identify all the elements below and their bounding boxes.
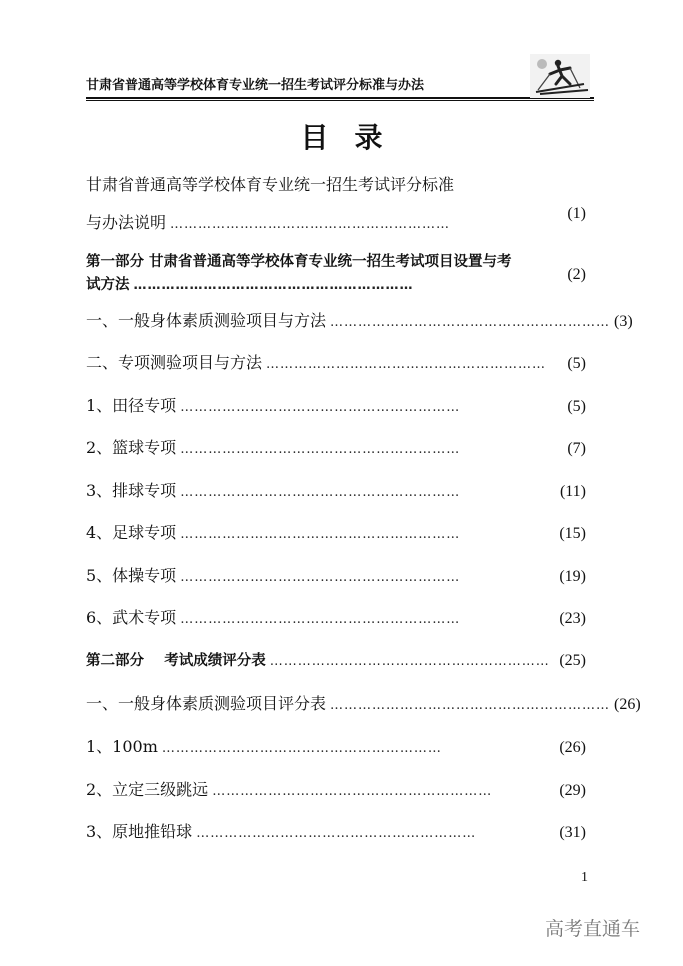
toc-entry <box>86 520 586 546</box>
toc-entry-label: 3、排球专项 <box>86 481 177 500</box>
page-number: 1 <box>581 870 588 885</box>
toc-leader-dots: …………………………………………………… <box>180 527 461 542</box>
toc-entry-label: 1、田径专项 <box>86 396 177 415</box>
toc-page-number: (25) <box>559 652 586 669</box>
toc-entry <box>86 734 586 760</box>
toc-leader-dots: …………………………………………………… <box>133 278 414 293</box>
toc-page-number: (5) <box>567 398 586 415</box>
toc-page-number: (29) <box>559 782 586 799</box>
toc-entry <box>86 605 586 631</box>
skier-logo-icon <box>530 54 590 98</box>
toc-entry-label: 二、专项测验项目与方法 <box>86 353 263 372</box>
toc-entry <box>86 350 586 376</box>
toc-entry-label: 第一部分 甘肃省普通高等学校体育专业统一招生考试项目设置与考 <box>86 254 512 270</box>
toc-leader-dots: …………………………………………………… <box>266 357 547 372</box>
toc-leader-dots: …………………………………………………… <box>161 741 442 756</box>
toc-leader-dots: …………………………………………………… <box>180 612 461 627</box>
toc-entry <box>86 478 586 504</box>
toc-page-number: (1) <box>567 205 586 222</box>
header-rule-thin <box>86 100 594 101</box>
toc-leader-dots: …………………………………………………… <box>170 217 451 232</box>
toc-page-number: (7) <box>567 440 586 457</box>
toc-page-number: (26) <box>614 696 641 713</box>
toc-entry-label: 5、体操专项 <box>86 566 177 585</box>
toc-page-number: (15) <box>559 525 586 542</box>
toc-leader-dots: …………………………………………………… <box>330 315 611 330</box>
toc-leader-dots: …………………………………………………… <box>180 570 461 585</box>
toc-entry <box>86 308 633 334</box>
toc-entry-label: 一、一般身体素质测验项目评分表 <box>86 694 327 713</box>
toc-entry <box>86 393 586 419</box>
toc-entry <box>86 563 586 589</box>
header-rule <box>86 97 594 99</box>
toc-entry-label: 第二部分 考试成绩评分表 <box>86 653 266 669</box>
toc-entry-part1-cont <box>86 266 586 298</box>
toc-entry-label: 甘肃省普通高等学校体育专业统一招生考试评分标准 <box>86 175 455 194</box>
toc-leader-dots: …………………………………………………… <box>180 400 461 415</box>
toc-entry-label: 2、立定三级跳远 <box>86 780 209 799</box>
toc-page-number: (23) <box>559 610 586 627</box>
toc-entry <box>86 819 586 845</box>
toc-page-number: (5) <box>567 355 586 372</box>
toc-entry-label: 与办法说明 <box>86 213 167 232</box>
toc-entry-label: 3、原地推铅球 <box>86 822 193 841</box>
toc-entry-label: 2、篮球专项 <box>86 438 177 457</box>
toc-leader-dots: …………………………………………………… <box>212 784 493 799</box>
toc-page-number: (3) <box>614 313 633 330</box>
running-header: 甘肃省普通高等学校体育专业统一招生考试评分标准与办法 <box>86 78 425 93</box>
toc-entry <box>86 777 586 803</box>
toc-entry-intro-cont <box>86 205 586 236</box>
toc-leader-dots: …………………………………………………… <box>196 826 477 841</box>
page-title: 目录 <box>300 121 409 154</box>
toc-entry-label: 一、一般身体素质测验项目与方法 <box>86 311 327 330</box>
toc-leader-dots: …………………………………………………… <box>180 485 461 500</box>
toc-page-number: (11) <box>559 483 586 500</box>
toc-page-number: (19) <box>559 568 586 585</box>
watermark: 高考直通车 <box>545 918 641 940</box>
toc-page-number: (26) <box>559 739 586 756</box>
toc-leader-dots: …………………………………………………… <box>180 442 461 457</box>
toc-leader-dots: …………………………………………………… <box>269 654 550 669</box>
toc-entry-label: 试方法 <box>86 277 130 293</box>
toc-entry <box>86 691 641 717</box>
toc-entry-label: 4、足球专项 <box>86 523 177 542</box>
toc-page-number: (31) <box>559 824 586 841</box>
toc-page-number: (2) <box>567 266 586 283</box>
toc-entry <box>86 435 586 461</box>
toc-leader-dots: …………………………………………………… <box>330 698 611 713</box>
toc-entry-label: 1、100m <box>86 737 158 756</box>
toc-entry-intro <box>86 172 586 198</box>
toc-entry-part2 <box>86 648 586 674</box>
toc-entry-label: 6、武术专项 <box>86 608 177 627</box>
